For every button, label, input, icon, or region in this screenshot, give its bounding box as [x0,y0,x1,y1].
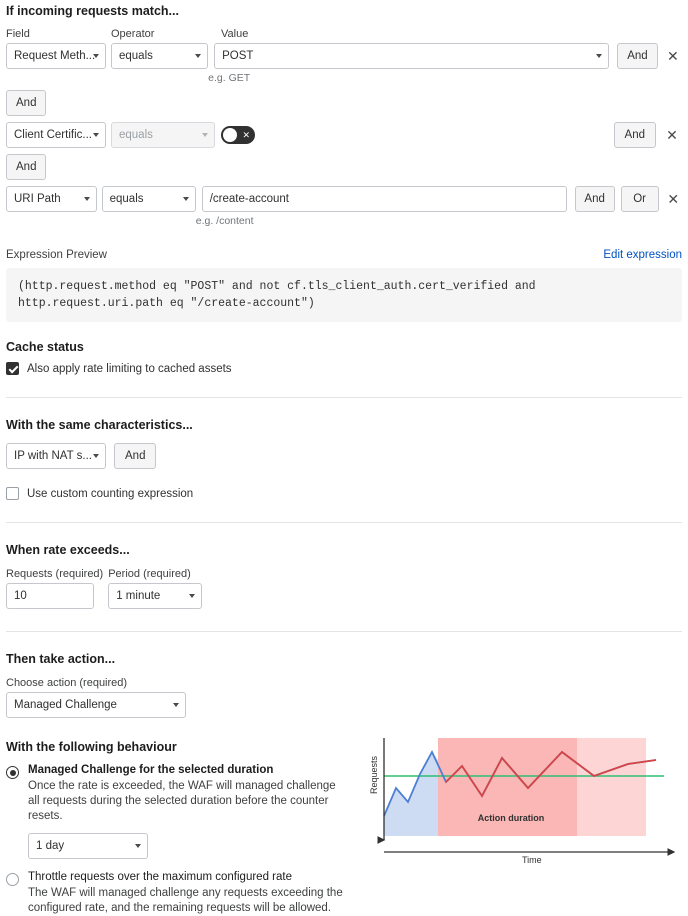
toggle-knob [223,128,237,142]
action-title: Then take action... [6,652,116,666]
chevron-down-icon [202,133,208,137]
remove-row-3-icon[interactable]: ✕ [667,190,680,207]
cert-verified-toggle[interactable] [221,126,255,144]
operator-select-3[interactable] [102,186,196,212]
period-select-value: 1 minute [116,590,161,602]
match-section-title: If incoming requests match... [6,4,179,18]
value-input-3-value: /create-account [209,193,289,205]
duration-select-value: 1 day [36,840,65,852]
behaviour-option-2-title: Throttle requests over the maximum configured rate [28,871,292,883]
chevron-down-icon [84,197,90,201]
action-duration-label: Action duration [477,813,545,823]
expression-preview-label: Expression Preview [6,249,107,261]
and-connector-button-1[interactable]: And [6,90,46,116]
and-button-3[interactable]: And [575,186,615,212]
cache-checkbox-label: Also apply rate limiting to cached assets [27,362,232,375]
duration-select[interactable] [28,833,148,859]
action-select[interactable] [6,692,186,718]
chevron-down-icon [195,54,201,58]
chevron-down-icon [93,54,99,58]
custom-counting-checkbox[interactable] [6,487,19,500]
requests-input-value: 10 [14,590,27,602]
field-select-3-value: URI Path [14,193,61,205]
operator-select-3-value: equals [109,193,144,205]
expression-preview-header [6,249,682,261]
behaviour-option-2[interactable] [6,871,682,916]
characteristics-and-button[interactable]: And [114,443,156,469]
or-button-3[interactable]: Or [621,186,659,212]
field-select-2-value: Client Certific... [14,129,92,141]
remove-row-2-icon[interactable]: ✕ [666,126,678,143]
rate-title: When rate exceeds... [6,543,130,557]
period-label: Period (required) [108,568,191,580]
and-button-2[interactable]: And [614,122,656,148]
value-helper-3: e.g. /content [195,215,254,227]
custom-counting-row[interactable] [6,487,682,500]
chevron-down-icon [93,454,99,458]
expression-preview-text: (http.request.method eq "POST" and not cf.tls_client_auth.cert_verified and http.request.uri.path eq "/create-account") [6,268,682,322]
choose-action-label: Choose action (required) [6,677,128,689]
x-axis-label: Time [522,855,542,865]
operator-select-1-value: equals [119,50,153,62]
toggle-off-icon: ✕ [242,130,250,140]
chevron-down-icon [173,703,179,707]
column-header-operator: Operator [111,28,155,40]
edit-expression-link[interactable]: Edit expression [603,249,682,261]
column-header-field: Field [6,28,30,40]
behaviour-title: With the following behaviour [6,740,177,754]
field-select-1-value: Request Meth... [14,50,96,62]
characteristics-title: With the same characteristics... [6,418,193,432]
remove-row-1-icon[interactable]: ✕ [667,47,679,64]
behaviour-option-2-radio[interactable] [6,873,19,886]
match-row-1 [6,43,682,84]
period-select[interactable] [108,583,202,609]
divider-2 [6,522,682,523]
field-select-3[interactable] [6,186,97,212]
value-input-3[interactable] [202,186,567,212]
action-select-value: Managed Challenge [14,699,117,711]
behaviour-option-1-desc: Once the rate is exceeded, the WAF will managed challenge all requests during the selected duration before the counter resets. [28,780,336,822]
chevron-down-icon [189,594,195,598]
and-connector-button-2[interactable]: And [6,154,46,180]
cache-checkbox-row[interactable] [6,362,682,375]
characteristics-select[interactable] [6,443,106,469]
and-connector-1 [6,90,682,116]
behaviour-option-1-radio[interactable] [6,766,19,779]
value-helper-1: e.g. GET [208,72,251,84]
field-select-1[interactable] [6,43,106,69]
chevron-down-icon [93,133,99,137]
match-row-3 [6,186,682,227]
match-column-headers [6,28,682,40]
operator-select-2-value: equals [119,129,153,141]
value-select-1[interactable] [214,43,609,69]
cache-checkbox[interactable] [6,362,19,375]
behaviour-option-1-title: Managed Challenge for the selected duration [28,764,274,776]
chevron-down-icon [596,54,602,58]
match-row-2 [6,122,682,148]
action-duration-region-2 [577,738,646,836]
value-select-1-value: POST [222,50,254,62]
and-connector-2 [6,154,682,180]
behaviour-option-2-desc: The WAF will managed challenge any requests exceeding the configured rate, and the remaining requests will be allowed. [28,887,343,914]
and-button-1[interactable]: And [617,43,658,69]
chart-svg [366,730,682,866]
divider-1 [6,397,682,398]
operator-select-1[interactable] [111,43,208,69]
requests-input[interactable] [6,583,94,609]
chevron-down-icon [183,197,189,201]
custom-counting-label: Use custom counting expression [27,487,194,500]
cache-status-title: Cache status [6,340,84,354]
chevron-down-icon [135,844,141,848]
divider-3 [6,631,682,632]
column-header-value: Value [221,28,249,40]
rate-limit-chart [366,730,682,866]
characteristics-select-value: IP with NAT s... [14,450,92,462]
field-select-2[interactable] [6,122,106,148]
y-axis-label: Requests [369,755,379,794]
operator-select-2 [111,122,215,148]
requests-label: Requests (required) [6,568,104,580]
